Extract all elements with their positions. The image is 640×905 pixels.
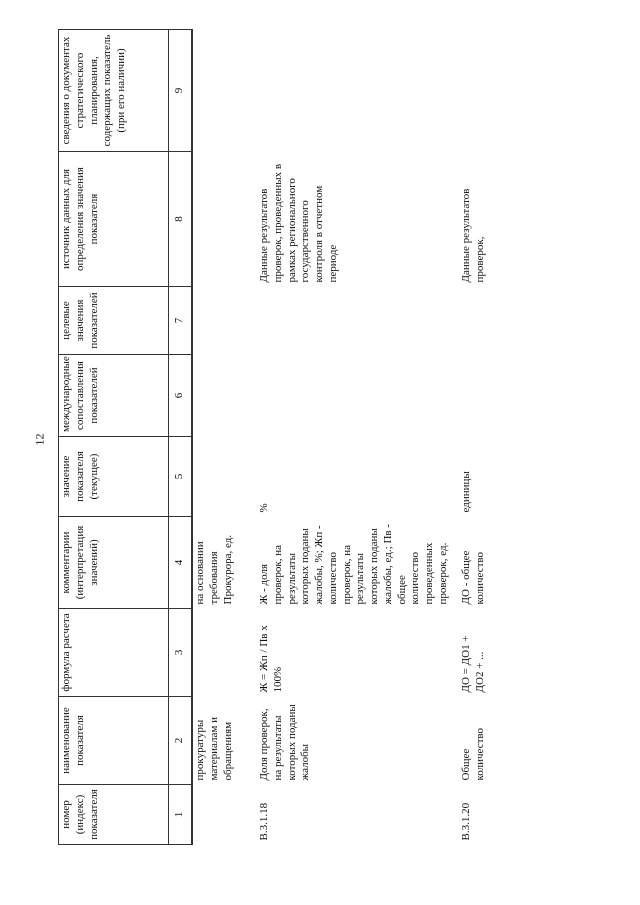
indicators-table <box>58 29 491 845</box>
indicator-index: В.3.1.20 <box>460 802 472 841</box>
indicator-documents <box>192 30 257 152</box>
indicator-source <box>192 152 257 287</box>
indicator-comment: на основании требования Прокурора, ед. <box>194 534 234 605</box>
header-cell: формула расчета <box>59 609 169 697</box>
header-cell: целевые значения показателей <box>59 287 169 355</box>
indicator-index <box>192 785 257 845</box>
header-cell: номер (индекс) показателя <box>59 785 169 845</box>
indicator-formula: ДО = ДО1 + ДО2 + ... <box>460 635 486 693</box>
indicator-international <box>257 355 459 437</box>
indicator-formula: Ж = Жп / Пв x 100% <box>258 625 284 693</box>
indicator-source: Данные результатов проверок, проведенных в рамках регионального государственного контроля в отчетном периоде <box>258 163 339 283</box>
indicator-target <box>192 287 257 355</box>
indicator-target <box>257 287 459 355</box>
column-number: 1 <box>169 785 193 845</box>
header-cell: значение показателя (текущее) <box>59 437 169 517</box>
column-number: 5 <box>169 437 193 517</box>
indicator-value: единицы <box>460 471 472 513</box>
column-number: 2 <box>169 697 193 785</box>
indicator-name: Доля проверок, на результаты которых поданы жалобы <box>258 704 312 781</box>
column-number: 4 <box>169 517 193 609</box>
header-cell: наименование показателя <box>59 697 169 785</box>
indicator-target <box>459 287 491 355</box>
column-number: 7 <box>169 287 193 355</box>
indicator-value <box>192 437 257 517</box>
rotated-page-content <box>58 30 613 845</box>
indicator-comment: ДО - общее количество <box>460 550 486 605</box>
indicator-formula <box>192 609 257 697</box>
header-row <box>59 30 169 845</box>
indicator-documents <box>459 30 491 152</box>
header-cell: международные сопоставления показателей <box>59 355 169 437</box>
column-number-row <box>169 30 193 845</box>
column-number: 9 <box>169 30 193 152</box>
header-cell: комментарии (интерпретация значений) <box>59 517 169 609</box>
column-number: 8 <box>169 152 193 287</box>
page-number: 12 <box>32 433 47 446</box>
header-cell: источник данных для определения значения показателя <box>59 152 169 287</box>
indicator-index: В.3.1.18 <box>258 802 270 841</box>
indicator-value: % <box>258 503 270 513</box>
indicator-documents <box>257 30 459 152</box>
table-row <box>192 30 257 845</box>
header-cell: сведения о документах стратегического планирования, содержащих показатель (при его наличии) <box>59 30 169 152</box>
table-row <box>459 30 491 845</box>
indicator-international <box>459 355 491 437</box>
indicator-source: Данные результатов проверок, <box>460 188 486 283</box>
column-number: 3 <box>169 609 193 697</box>
indicator-name: прокуратуры материалам и обращениям <box>194 716 234 781</box>
indicator-comment: Ж - доля проверок, на результаты которых поданы жалобы, %; Жп - количество проверок, на результаты которых поданы жалобы, ед.; Пв - общее количество проведенных проверок, ед. <box>258 524 449 605</box>
indicator-international <box>192 355 257 437</box>
indicator-name: Общее количество <box>460 727 486 781</box>
table-row <box>257 30 459 845</box>
column-number: 6 <box>169 355 193 437</box>
